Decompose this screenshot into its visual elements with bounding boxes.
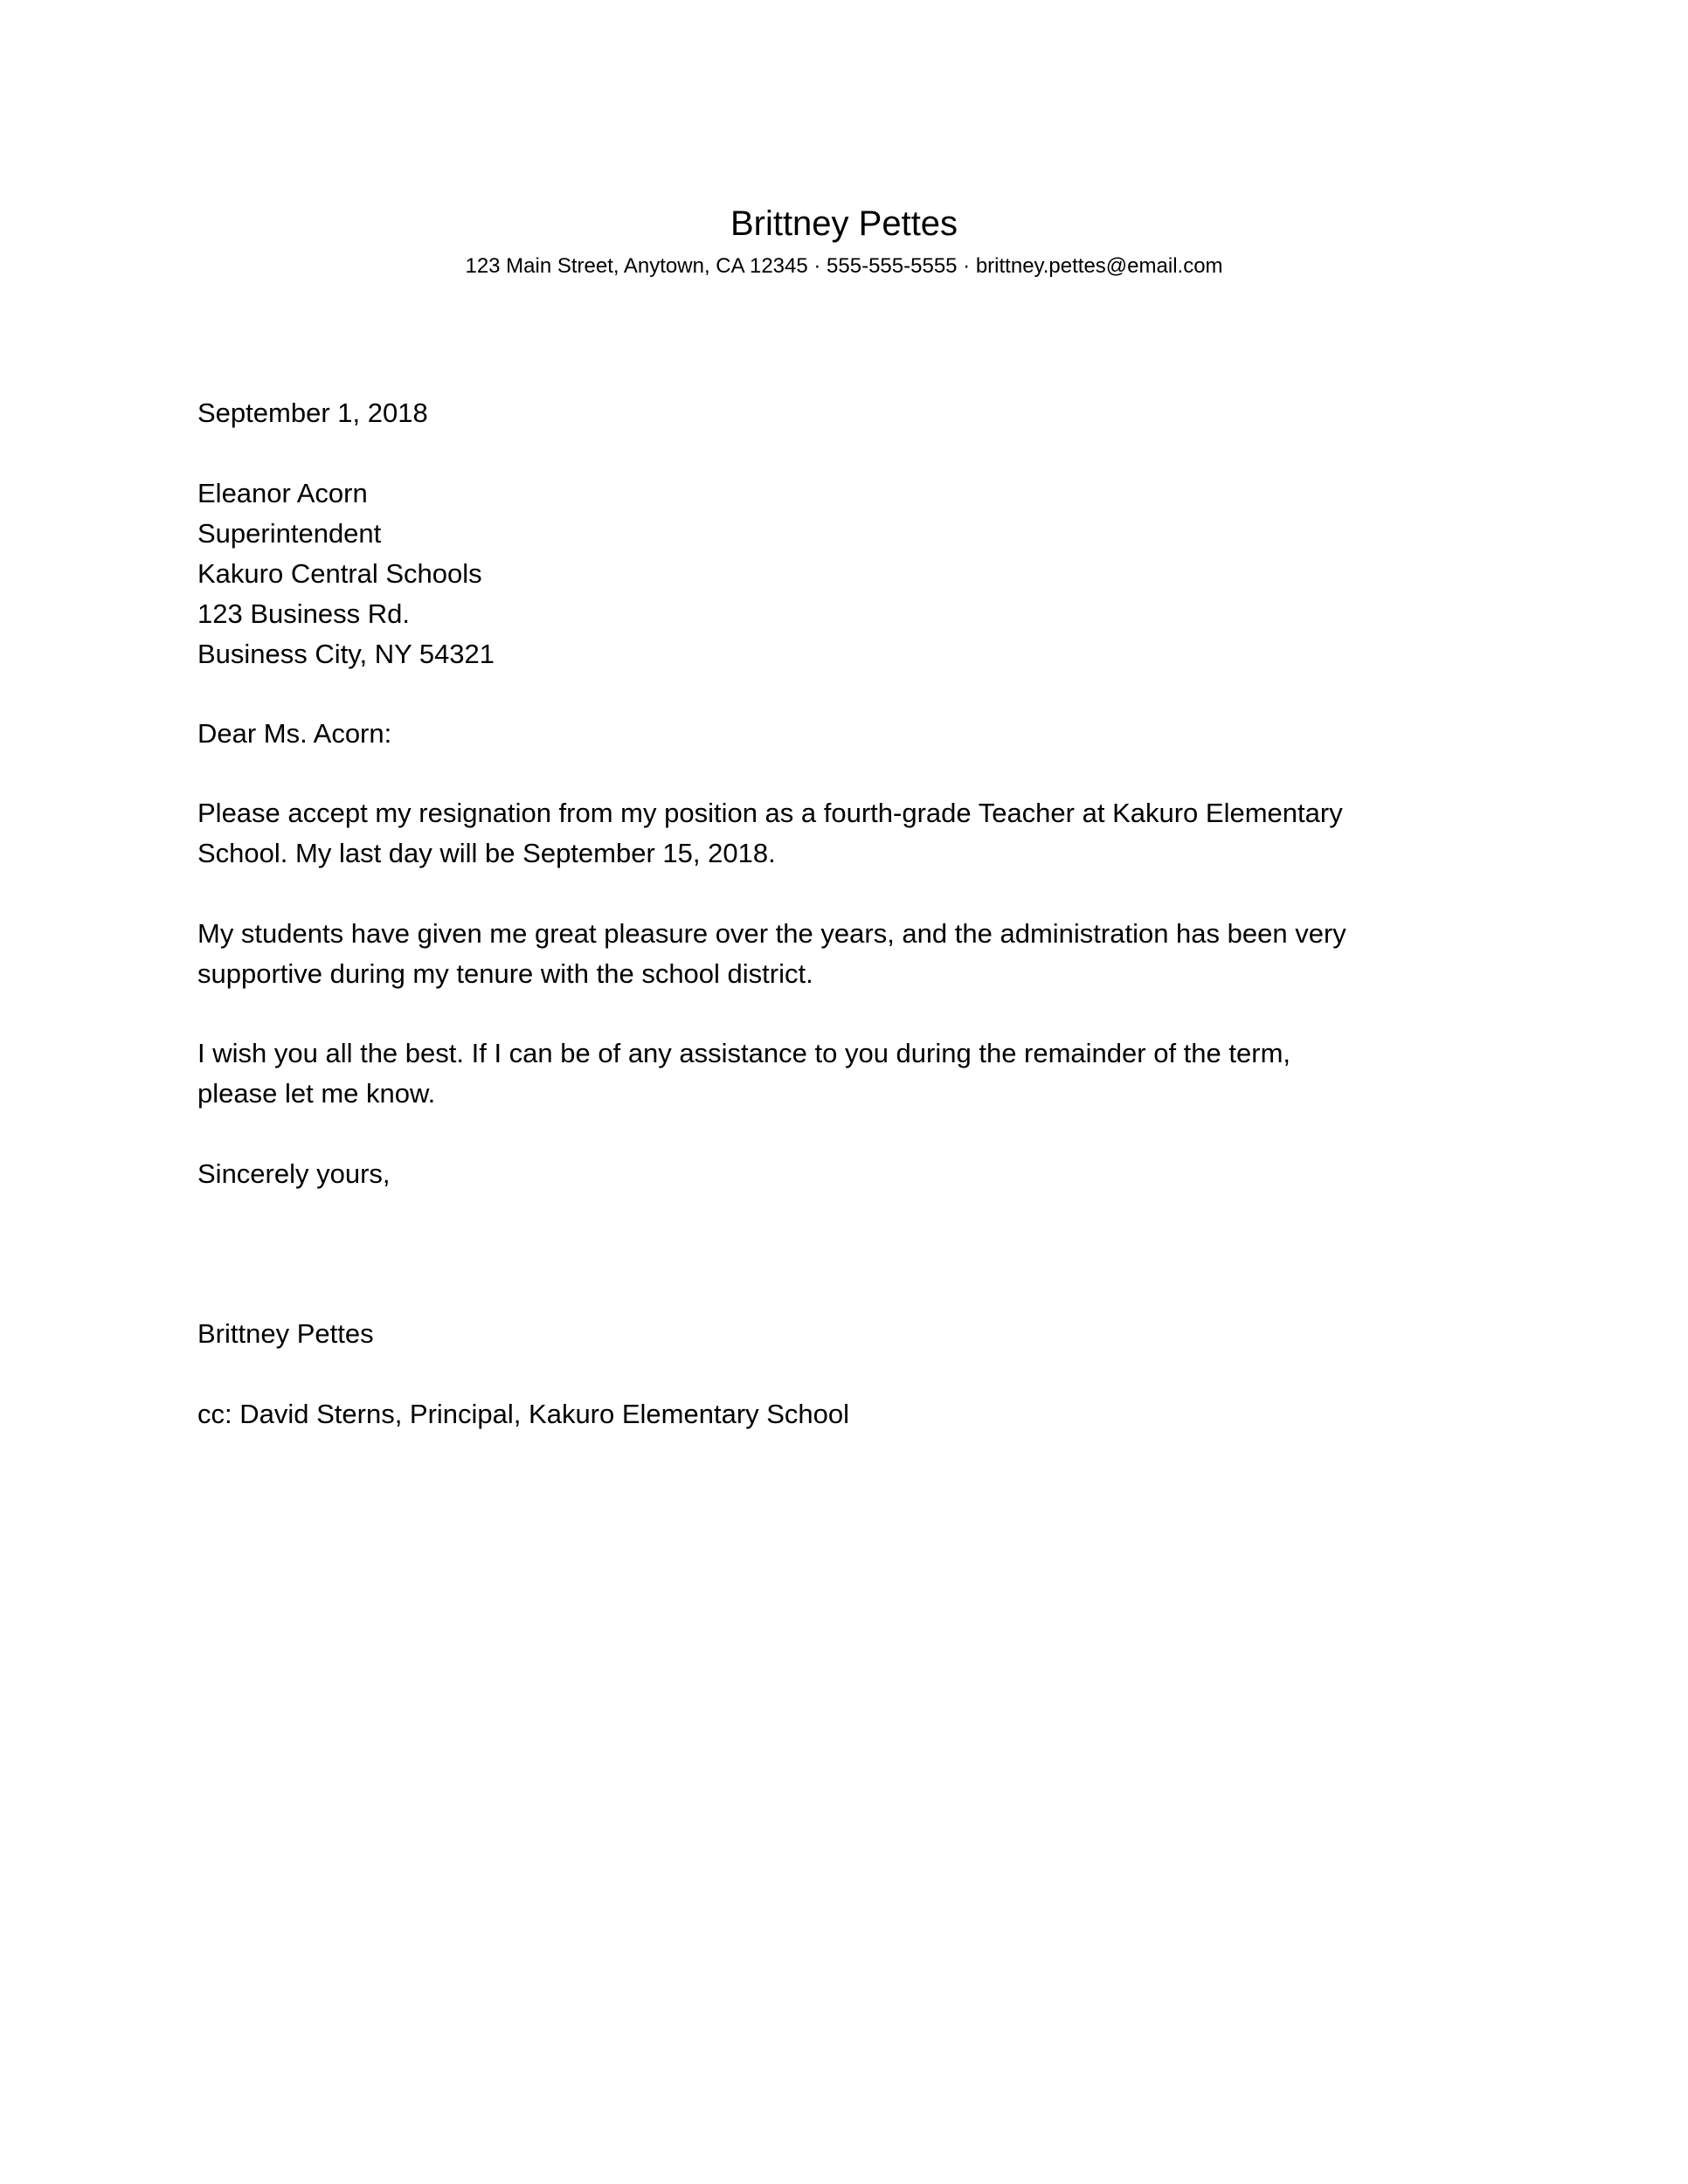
recipient-organization: Kakuro Central Schools: [197, 558, 482, 589]
sender-name: Brittney Pettes: [730, 204, 958, 243]
salutation: Dear Ms. Acorn:: [197, 718, 392, 749]
signature-name: Brittney Pettes: [197, 1318, 374, 1349]
paragraph-2-line-1: My students have given me great pleasure over the years, and the administration has been very: [197, 918, 1346, 949]
recipient-title: Superintendent: [197, 518, 382, 549]
recipient-city: Business City, NY 54321: [197, 639, 495, 669]
recipient-street: 123 Business Rd.: [197, 598, 410, 629]
paragraph-3-line-2: please let me know.: [197, 1078, 436, 1109]
paragraph-1-line-2: School. My last day will be September 15, 2018.: [197, 838, 776, 868]
cc-line: cc: David Sterns, Principal, Kakuro Elementary School: [197, 1399, 850, 1429]
recipient-name: Eleanor Acorn: [197, 478, 368, 508]
letter-date: September 1, 2018: [197, 397, 428, 428]
closing: Sincerely yours,: [197, 1158, 391, 1189]
sender-contact-line: 123 Main Street, Anytown, CA 12345 · 555-555-5555 · brittney.pettes@email.com: [465, 254, 1223, 278]
paragraph-2-line-2: supportive during my tenure with the school district.: [197, 958, 813, 989]
paragraph-3-line-1: I wish you all the best. If I can be of any assistance to you during the remainder of the term,: [197, 1038, 1291, 1068]
paragraph-1-line-1: Please accept my resignation from my position as a fourth-grade Teacher at Kakuro Elementary: [197, 798, 1343, 828]
